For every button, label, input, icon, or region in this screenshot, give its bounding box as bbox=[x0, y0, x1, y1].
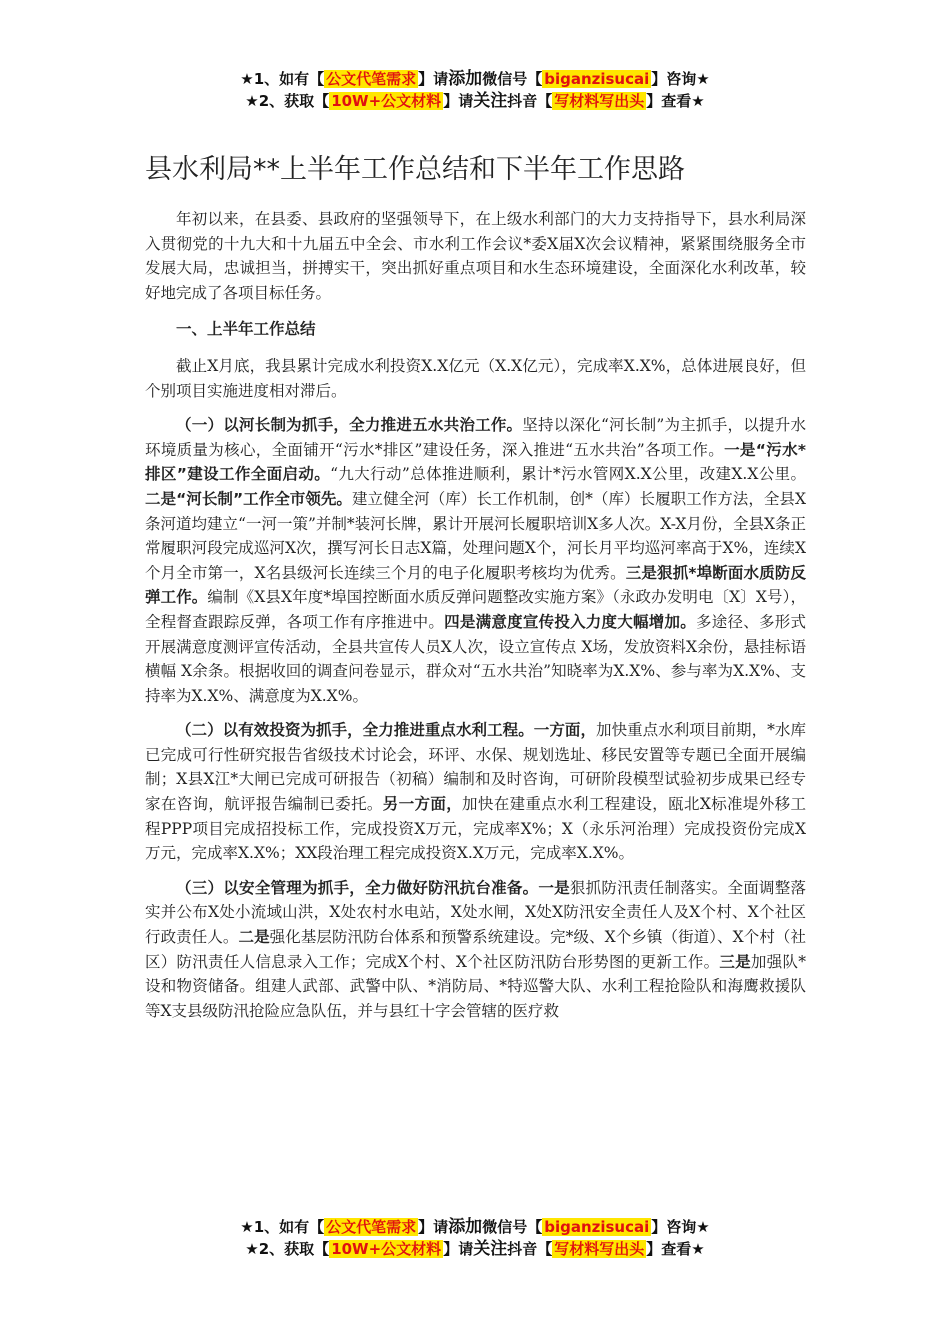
promo-text: 微信号【 bbox=[482, 70, 543, 88]
promo-text: 】查看★ bbox=[646, 92, 705, 110]
promo-emphasis: 关注 bbox=[473, 1239, 508, 1259]
promo-highlight: 公文代笔需求 bbox=[326, 1218, 417, 1236]
item-point: 一是“污水*排区”建设工作全面启动。 bbox=[145, 440, 807, 484]
item-lead: （三）以安全管理为抓手，全力做好防汛抗台准备。 bbox=[176, 878, 539, 897]
promo-line-2 bbox=[0, 1238, 950, 1260]
promo-emphasis: 添加 bbox=[448, 69, 483, 89]
section-heading: 一、上半年工作总结 bbox=[176, 320, 316, 339]
item-point: 二是 bbox=[238, 928, 270, 947]
item-text: 加快重点水利项目前期，*水库已完成可行性研究报告省级技术讨论会，环评、水保、规划选址、移民安置等专题已全面开展编制；X县X江*大闸已完成可研报告（初稿）编制和及时咨询，可研阶段模型试验初步成果已经专家在咨询，航评报告编制已委托。 bbox=[145, 721, 806, 814]
promo-text: ★1、如有【 bbox=[240, 1218, 325, 1236]
promo-highlight: 写材料写出头 bbox=[554, 92, 645, 110]
promo-highlight: 公文代笔需求 bbox=[326, 70, 417, 88]
document-title: 县水利局**上半年工作总结和下半年工作思路 bbox=[145, 154, 685, 185]
item-point: 另一方面， bbox=[382, 795, 463, 814]
promo-banner-bottom bbox=[0, 1216, 950, 1260]
promo-line-1 bbox=[0, 1216, 950, 1238]
item-point: 三是狠抓*埠断面水质防反弹工作。 bbox=[145, 563, 807, 607]
item-point: 四是满意度宣传投入力度大幅增加。 bbox=[444, 612, 697, 631]
paragraph-item-1 bbox=[145, 413, 806, 708]
promo-highlight: 10W+公文材料 bbox=[331, 1240, 442, 1258]
item-text: 多途径、多形式开展满意度测评宣传活动，全县共宣传人员X人次，设立宣传点 X场，发放资料X余份，悬挂标语横幅 X余条。根据收回的调查问卷显示，群众对“五水共治”知晓率为X.X%、参与率为X.X%、支持率为X.X%、满意度为X.X%。 bbox=[145, 612, 806, 705]
item-text: 建立健全河（库）长工作机制，创*（库）长履职工作方法，全县X条河道均建立“一河一策”并制*装河长牌，累计开展河长履职培训X多人次。X-X月份，全县X条正常履职河段完成巡河X次，撰写河长日志X篇，处理问题X个，河长月平均巡河率高于X%，连续X个月全市第一，X名县级河长连续三个月的电子化履职考核均为优秀。 bbox=[145, 489, 807, 582]
section-intro-paragraph: 截止X月底，我县累计完成水利投资X.X亿元（X.X亿元），完成率X.X%，总体进展良好，但个别项目实施进度相对滞后。 bbox=[145, 356, 806, 400]
promo-text: 微信号【 bbox=[482, 1218, 543, 1236]
item-point: 一方面， bbox=[533, 721, 597, 740]
item-point: 一是 bbox=[538, 878, 570, 897]
item-text: 狠抓防汛责任制落实。全面调整落实并公布X处小流域山洪，X处农村水电站，X处水闸，X处X防汛安全责任人及X个村、X个社区行政责任人。 bbox=[145, 878, 806, 947]
paragraph-item-2 bbox=[145, 718, 806, 866]
item-text: 强化基层防汛防台体系和预警系统建设。完*级、X个乡镇（街道）、X个村（社区）防汛责任人信息录入工作；完成X个村、X个社区防汛防台形势图的更新工作。 bbox=[145, 928, 806, 971]
promo-text: 抖音【 bbox=[507, 1240, 553, 1258]
item-text: “九大行动”总体推进顺利，累计*污水管网X.X公里，改建X.X公里。 bbox=[330, 465, 806, 484]
promo-line-1 bbox=[0, 68, 950, 90]
document-body bbox=[145, 207, 806, 1033]
promo-highlight: biganzisucai bbox=[544, 70, 650, 88]
item-text: 加强队*设和物资储备。组建人武部、武警中队、*消防局、*特巡警大队、水利工程抢险队和海鹰救援队等X支县级防汛抢险应急队伍，并与县红十字会管辖的医疗救 bbox=[145, 952, 806, 1020]
item-text: 坚持以深化“河长制”为主抓手，以提升水环境质量为核心，全面铺开“污水*排区”建设任务，深入推进“五水共治”各项工作。 bbox=[145, 416, 806, 459]
promo-text: 抖音【 bbox=[507, 92, 553, 110]
promo-text: 】请 bbox=[443, 92, 474, 110]
promo-text: ★2、获取【 bbox=[245, 1240, 330, 1258]
promo-emphasis: 关注 bbox=[473, 91, 508, 111]
item-lead: （一）以河长制为抓手，全力推进五水共治工作。 bbox=[176, 416, 523, 435]
promo-highlight: 写材料写出头 bbox=[554, 1240, 645, 1258]
promo-text: 】请 bbox=[418, 1218, 449, 1236]
promo-line-2 bbox=[0, 90, 950, 112]
promo-text: ★2、获取【 bbox=[245, 92, 330, 110]
promo-text: 】请 bbox=[443, 1240, 474, 1258]
promo-text: ★1、如有【 bbox=[240, 70, 325, 88]
promo-highlight: 10W+公文材料 bbox=[331, 92, 442, 110]
promo-emphasis: 添加 bbox=[448, 1217, 483, 1237]
item-lead: （二）以有效投资为抓手，全力推进重点水利工程。 bbox=[176, 721, 534, 740]
paragraph-item-3 bbox=[145, 876, 806, 1024]
promo-text: 】咨询★ bbox=[651, 70, 710, 88]
item-point: 二是“河长制”工作全市领先。 bbox=[145, 489, 352, 508]
item-text: 加快在建重点水利工程建设，瓯北X标准堤外移工程PPP项目完成招投标工作，完成投资X万元，完成率X%；X（永乐河治理）完成投资份完成X万元，完成率X.X%；XX段治理工程完成投资X.X万元，完成率X.X%。 bbox=[145, 795, 806, 863]
item-text: 编制《X县X年度*埠国控断面水质反弹问题整改实施方案》（永政办发明电〔X〕X号），全程督查跟踪反弹，各项工作有序推进中。 bbox=[145, 588, 806, 631]
promo-banner-top bbox=[0, 68, 950, 112]
intro-paragraph: 年初以来，在县委、县政府的坚强领导下，在上级水利部门的大力支持指导下，县水利局深入贯彻党的十九大和十九届五中全会、市水利工作会议*委X届X次会议精神，紧紧围绕服务全市发展大局，忠诚担当，拼搏实干，突出抓好重点项目和水生态环境建设，全面深化水利改革，较好地完成了各项目标任务。 bbox=[145, 210, 806, 302]
promo-text: 】咨询★ bbox=[651, 1218, 710, 1236]
promo-highlight: biganzisucai bbox=[544, 1218, 650, 1236]
promo-text: 】查看★ bbox=[646, 1240, 705, 1258]
item-point: 三是 bbox=[719, 952, 751, 971]
promo-text: 】请 bbox=[418, 70, 449, 88]
